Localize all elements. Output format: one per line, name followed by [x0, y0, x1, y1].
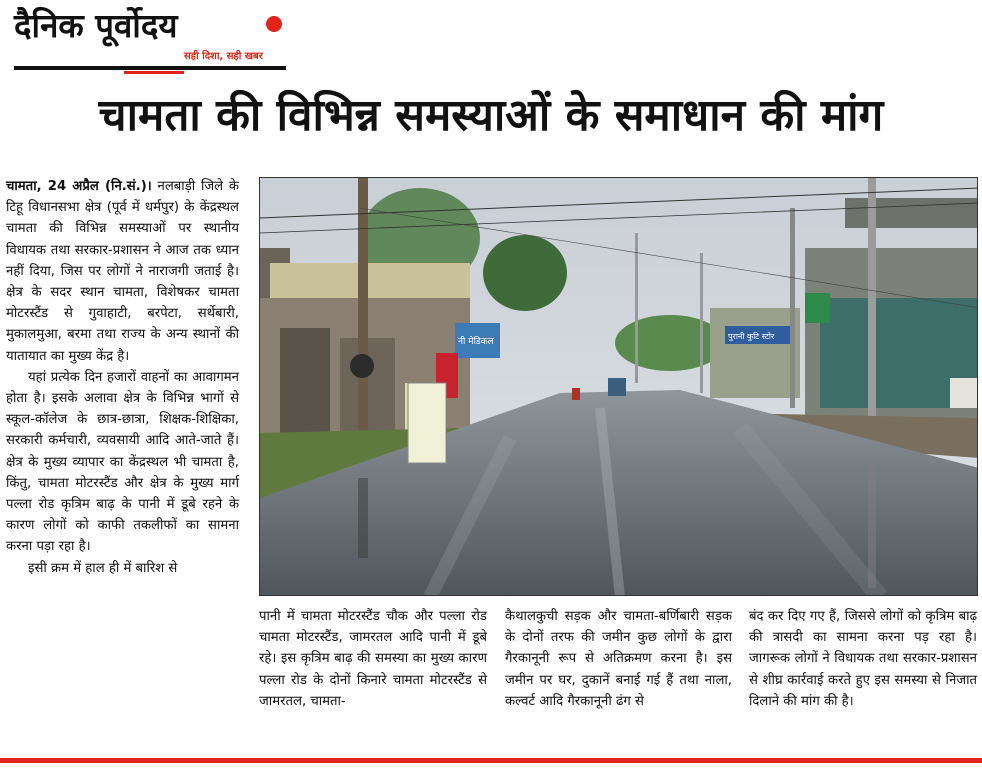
shop-sign-left: नी मेडिकल [458, 337, 494, 347]
newspaper-tagline: सही दिशा, सही खबर [184, 51, 263, 62]
flooded-street-photo [259, 177, 978, 596]
photo-illustration [260, 178, 978, 596]
article-column-3 [505, 606, 732, 712]
newspaper-logo: दैनिक पूर्वोदय [14, 6, 178, 45]
column-2-text: पानी में चामता मोटरस्टैंड चौक और पल्ला रोड चामता मोटरस्टैंड, जामरतल आदि पानी में डूबे रहे। इस कृत्रिम बाढ़ की समस्या का मुख्य कारण पल्ला रोड के दोनों किनारे चामता मोटरस्टैंड से जामरतल, चामता- [259, 609, 487, 709]
dateline: चामता, 24 अप्रैल (नि.सं.)। [6, 179, 152, 194]
masthead-rule [14, 66, 286, 70]
article-paragraph-1 [6, 176, 239, 367]
article-column-2 [259, 606, 487, 712]
paragraph-1-text: नलबाड़ी जिले के टिहू विधानसभा क्षेत्र (पूर्व में धर्मपुर) के केंद्रस्थल चामता की विभिन्न समस्याओं पर स्थानीय विधायक तथा सरकार-प्रशासन ने आज तक ध्यान नहीं दिया, जिस पर लोगों ने नाराजगी जताई है। क्षेत्र के सदर स्थान चामता, विशेषकर चामता मोटरस्टैंड से गुवाहाटी, बरपेटा, सर्थेबारी, मुकालमुआ, बरमा तथा राज्य के अन्य स्थानों की यातायात का मुख्य केंद्र है। [6, 179, 239, 364]
article-column-1 [6, 176, 239, 579]
article-paragraph-3: इसी क्रम में हाल ही में बारिश से [28, 560, 178, 576]
article-headline: चामता की विभिन्न समस्याओं के समाधान की मांग [98, 90, 884, 141]
page-bottom-rule [0, 758, 982, 763]
column-4-text: बंद कर दिए गए हैं, जिससे लोगों को कृत्रिम बाढ़ की त्रासदी का सामना करना पड़ रहा है। जागरूक लोगों ने विधायक तथा सरकार-प्रशासन से शीघ्र कार्रवाई करते हुए इस समस्या से निजात दिलाने की मांग की है। [749, 609, 977, 709]
masthead [14, 6, 286, 72]
column-3-text: कैथालकुची सड़क और चामता-बर्णिबारी सड़क के दोनों तरफ की जमीन कुछ लोगों के द्वारा गैरकानूनी रूप से अतिक्रमण करना है। इस जमीन पर घर, दुकानें बनाई गई हैं तथा नाला, कल्वर्ट आदि गैरकानूनी ढंग से [505, 609, 732, 709]
shop-sign-right: पुरानी कुटि स्टोर [728, 332, 775, 341]
masthead-accent-rule [124, 71, 184, 74]
article-paragraph-2: यहां प्रत्येक दिन हजारों वाहनों का आवागमन होता है। इसके अलावा क्षेत्र के विभिन्न भागों से स्कूल-कॉलेज के छात्र-छात्रा, शिक्षक-शिक्षिका, सरकारी कर्मचारी, व्यवसायी आदि आते-जाते हैं। क्षेत्र के मुख्य व्यापार का केंद्रस्थल भी चामता है, किंतु, चामता मोटरस्टैंड और क्षेत्र के मुख्य मार्ग पल्ला रोड कृत्रिम बाढ़ के पानी में डूबे रहने के कारण लोगों को काफी तकलीफों का सामना करना पड़ा रहा है। [6, 369, 239, 555]
article-column-4 [749, 606, 977, 712]
logo-dot-icon [266, 16, 282, 32]
